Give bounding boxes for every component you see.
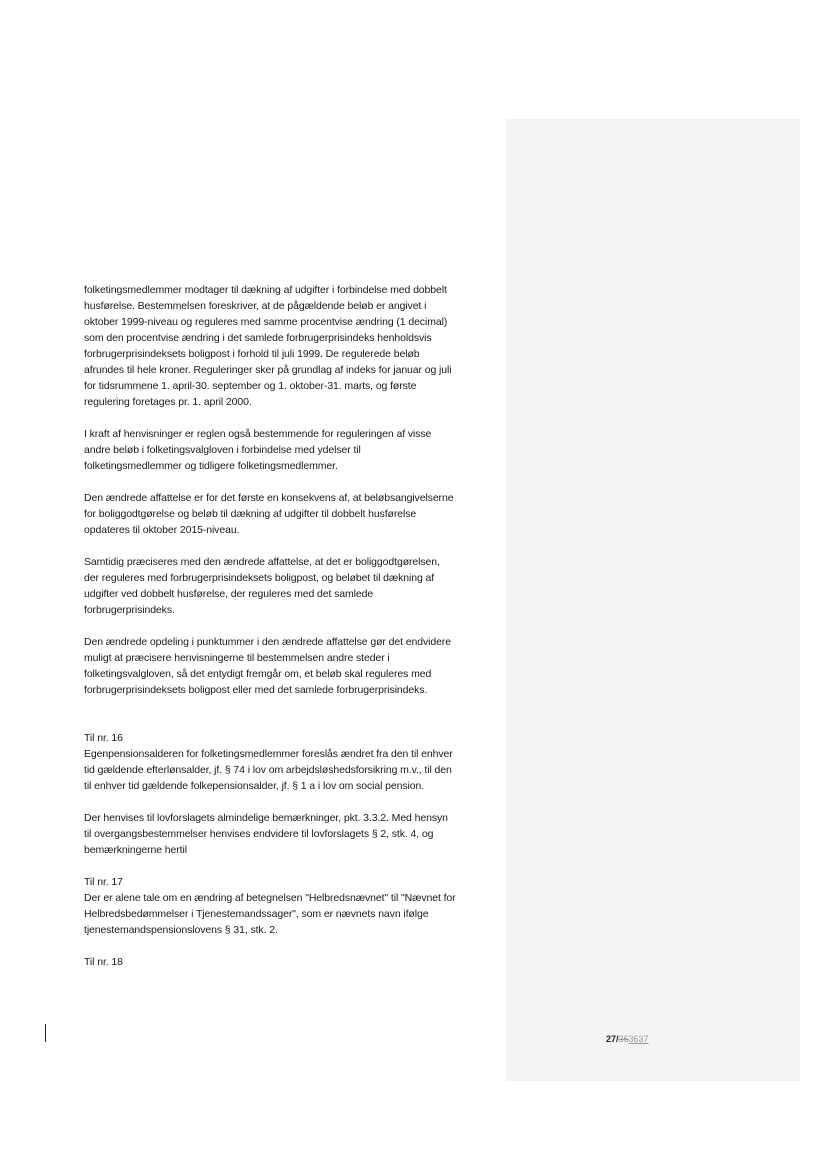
page-number-separator: / bbox=[616, 1034, 619, 1044]
section-nr-18-heading: Til nr. 18 bbox=[84, 956, 123, 968]
comment-margin-panel bbox=[506, 119, 800, 1081]
section-nr-16: Til nr. 16 Egenpensionsalderen for folketingsmedlemmer foreslås ændret fra den til enhver tid gældende efterlønsalder, jf. § 74 i lov om arbejdsløshedsforsikring m.v., til den til enhver tid gældende folkepensionsalder, jf. § 1 a i lov om social pension. bbox=[84, 732, 453, 792]
section-nr-17: Til nr. 17 Der er alene tale om en ændring af betegnelsen "Helbredsnævnet" til "Nævnet for Helbredsbedømmelser i Tjenestemandssager", som er nævnets navn ifølge tjenestemandspensionslovens § 31, stk. 2. bbox=[84, 876, 456, 936]
paragraph-clarification: Samtidig præciseres med den ændrede affattelse, at det er boliggodtgørelsen, der reguleres med forbrugerprisindeksets boligpost, og beløbet til dækning af udgifter ved dobbelt husførelse, der reguleres med det samlede forbrugerprisindeks. bbox=[84, 556, 440, 616]
paragraph-amended-wording: Den ændrede affattelse er for det første en konsekvens af, at beløbsangivelserne for boliggodtgørelse og beløb til dækning af udgifter til dobbelt husførelse opdateres til oktober 2015-niveau. bbox=[84, 492, 454, 536]
page-number-total-deleted: 36 bbox=[618, 1034, 629, 1044]
page-number-total-inserted: 3637 bbox=[628, 1034, 649, 1044]
revision-change-bar bbox=[45, 1024, 46, 1042]
paragraph-regulation-rules: folketingsmedlemmer modtager til dækning af udgifter i forbindelse med dobbelt husførelse. Bestemmelsen foreskriver, at de pågældende beløb er angivet i oktober 1999-niveau og reguleres med samme procentvise ændring (1 decimal) som den procentvise ændring i det samlede forbrugerprisindeks henholdsvis forbrugerprisindeksets boligpost i forhold til juli 1999. De regulerede beløb afrundes til hele kroner. Reguleringer sker på grundlag af indeks for januar og juli for tidsrummene 1. april-30. september og 1. oktober-31. marts, og første regulering foretages pr. 1. april 2000. bbox=[84, 284, 452, 408]
paragraph-nr-16-reference: Der henvises til lovforslagets almindelige bemærkninger, pkt. 3.3.2. Med hensyn til overgangsbestemmelser henvises endvidere til lovforslagets § 2, stk. 4, og bemærkningerne hertil bbox=[84, 812, 448, 856]
document-body bbox=[84, 282, 498, 986]
paragraph-sentence-split: Den ændrede opdeling i punktummer i den ændrede affattelse gør det endvidere muligt at præcisere henvisningerne til bestemmelsen andre steder i folketingsvalgloven, så det entydigt fremgår om, et beløb skal reguleres med forbrugerprisindeksets boligpost eller med det samlede forbrugerprisindeks. bbox=[84, 636, 451, 696]
page-number-current: 27 bbox=[606, 1034, 617, 1044]
paragraph-references: I kraft af henvisninger er reglen også bestemmende for reguleringen af visse andre beløb i folketingsvalgloven i forbindelse med ydelser til folketingsmedlemmer og tidligere folketingsmedlemmer. bbox=[84, 428, 432, 472]
page-number bbox=[606, 1034, 649, 1044]
